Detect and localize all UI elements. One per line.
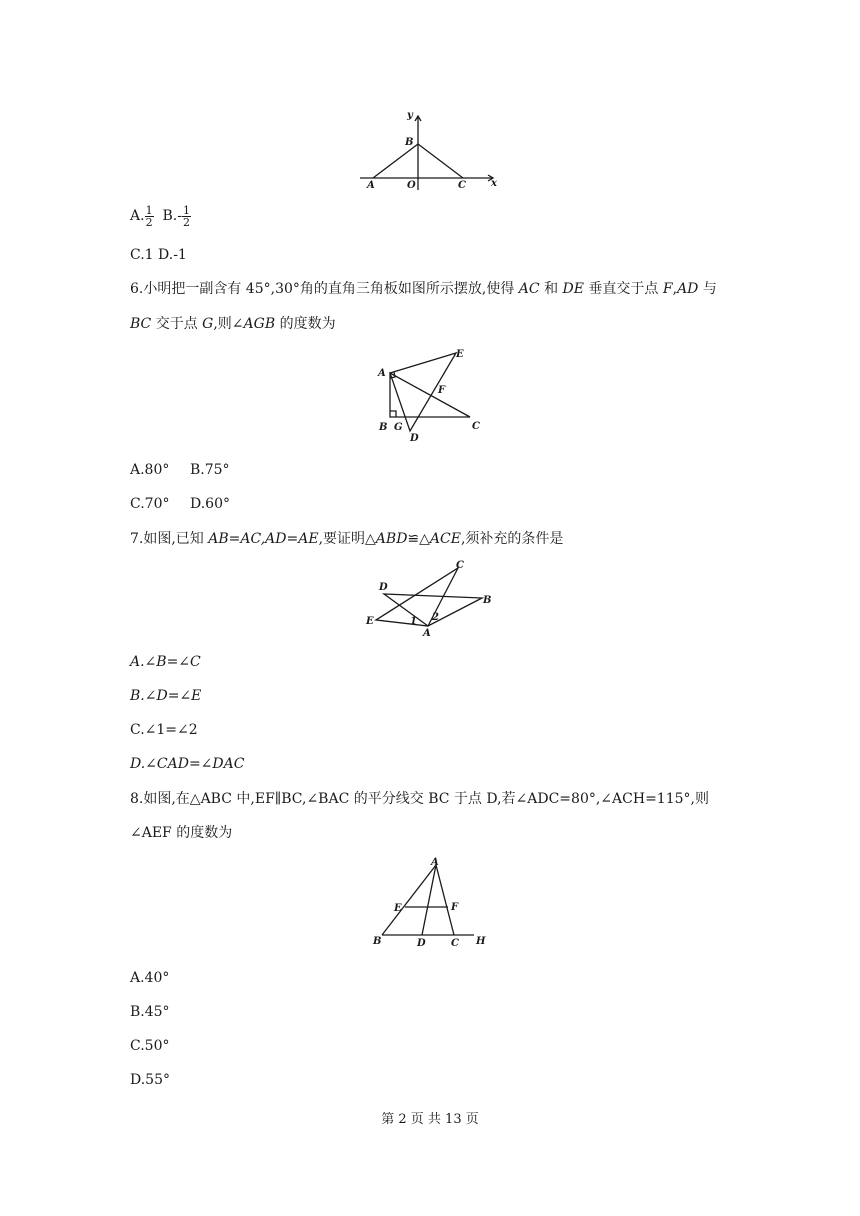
q5-option-a-fraction: $\frac{1}{2}$ [145,203,153,229]
triangle-abc [390,373,470,417]
label-b: B [373,936,382,947]
segment-ab [373,144,418,178]
label-d: D [410,433,419,444]
label-x: x [491,178,497,189]
q6-stem-line1: 6.小明把一副含有 45°,30°角的直角三角板如图所示摆放,使得 AC 和 DE 垂直交于点 F,AD 与 [130,281,717,297]
page-footer: 第 2 页 共 13 页 [381,1112,479,1127]
label-c: C [456,560,464,571]
q7-option-b: B.∠D=∠E [130,688,202,704]
right-angle-b [390,411,396,417]
label-b: B [379,422,388,433]
q8-triangle-figure [370,855,495,950]
segment-ab [382,865,436,935]
label-c: C [451,938,459,949]
q6-option-c: C.70° [130,496,170,512]
q6-triangles-figure [370,345,490,445]
label-c: C [472,421,480,432]
q7-congruence-figure [362,558,502,638]
q6-option-a: A.80° [130,462,170,478]
q7-stem: 7.如图,已知 AB=AC,AD=AE,要证明△ABD≌△ACE,须补充的条件是 [130,531,564,547]
label-o: O [407,180,416,191]
label-a: A [423,628,431,639]
q5-options-ab [130,202,191,230]
q8-option-d: D.55° [130,1072,170,1088]
label-e: E [366,616,374,627]
label-d: D [417,938,426,949]
q5-coordinate-figure [355,108,505,193]
q7-option-d: D.∠CAD=∠DAC [130,756,245,772]
label-a: A [431,857,439,868]
label-angle-1: 1 [410,616,417,627]
q8-option-c: C.50° [130,1038,170,1054]
label-h: H [476,936,486,947]
label-e: E [456,349,464,360]
label-angle-2: 2 [432,612,439,623]
label-a: A [378,368,386,379]
q8-option-b: B.45° [130,1004,170,1020]
q8-stem-line1: 8.如图,在△ABC 中,EF∥BC,∠BAC 的平分线交 BC 于点 D,若∠ADC=80°,∠ACH=115°,则 [130,791,709,807]
segment-bc [418,144,463,178]
label-c: C [458,180,466,191]
label-a: A [367,180,375,191]
label-g: G [394,422,403,433]
label-f: F [451,902,459,913]
label-d: D [379,582,388,593]
q6-option-b: B.75° [190,462,230,478]
label-b: B [483,595,492,606]
label-b: B [405,137,414,148]
q6-stem-line2: BC 交于点 G,则∠AGB 的度数为 [130,316,336,332]
triangle-ade [390,353,456,431]
q5-option-b-prefix: B.- [162,208,182,224]
segment-ac [436,865,454,935]
label-e: E [394,903,402,914]
label-f: F [438,385,446,396]
q7-option-c: C.∠1=∠2 [130,722,198,738]
q5-options-cd: C.1 D.-1 [130,247,187,263]
q5-option-a-prefix: A. [130,208,145,224]
label-y: y [407,110,413,121]
q8-option-a: A.40° [130,970,170,986]
q6-option-d: D.60° [190,496,230,512]
q8-stem-line2: ∠AEF 的度数为 [130,825,233,841]
segment-ad [422,865,436,935]
q7-option-a: A.∠B=∠C [130,654,201,670]
q5-option-b-fraction: $\frac{1}{2}$ [182,203,190,229]
